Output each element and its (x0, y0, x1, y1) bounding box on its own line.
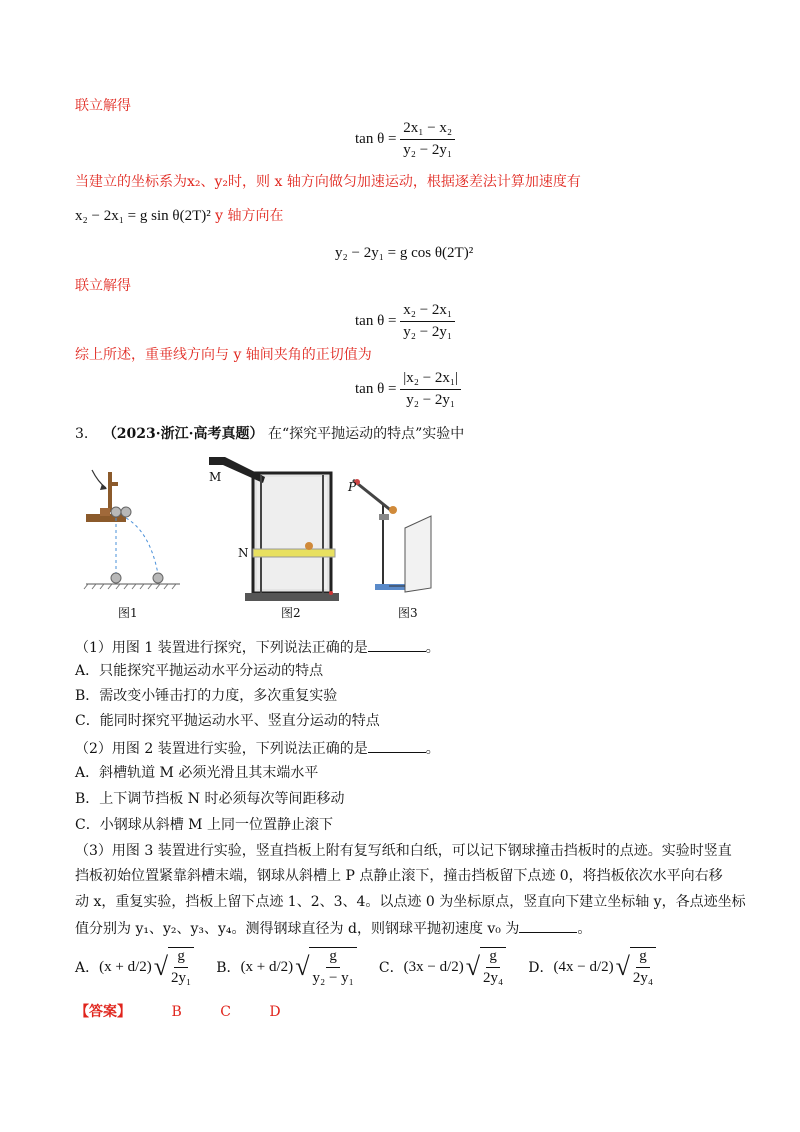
part3-line-4-text: 值分别为 y₁、y₂、y₃、y₄。测得钢球直径为 d，则钢球平抛初速度 v₀ 为 (75, 921, 520, 937)
part3-option-a (75, 947, 194, 987)
option-prefix: (x + d/2) (99, 958, 152, 975)
summary-text: 综上所述，重垂线方向与 y 轴间夹角的正切值为 (75, 347, 372, 363)
numerator: g (636, 948, 650, 968)
numerator: g (486, 948, 500, 968)
denominator: 2y₄ (483, 970, 504, 986)
equation-x-line (75, 206, 284, 226)
numerator: x₂ − 2x₁ (400, 302, 455, 322)
option-prefix: (3x − d/2) (403, 958, 464, 975)
answer-blank (368, 637, 426, 652)
part1-option-c: C．能同时探究平抛运动水平、竖直分运动的特点 (75, 713, 380, 729)
sqrt-icon: √ (615, 952, 630, 981)
part2-prompt-text: （2）用图 2 装置进行实验，下列说法正确的是 (75, 741, 368, 757)
answer-line (75, 1002, 281, 1022)
option-letter: C． (378, 960, 404, 976)
part1-option-a: A．只能探究平抛运动水平分运动的特点 (75, 663, 324, 679)
part1-prompt: （1）用图 1 装置进行探究，下列说法正确的是 。 (75, 637, 440, 658)
part3-line-4: 值分别为 y₁、y₂、y₃、y₄。测得钢球直径为 d，则钢球平抛初速度 v₀ 为 。 (75, 918, 591, 939)
fraction (400, 302, 455, 341)
part3-option-c (379, 947, 506, 987)
part1-option-b: B．需改变小锤击打的力度，多次重复实验 (75, 688, 338, 704)
denominator: y₂ − 2y₁ (403, 142, 453, 158)
equation-tan-2 (355, 302, 455, 341)
fraction (400, 120, 455, 159)
label-N: N (238, 546, 249, 560)
question-header (75, 424, 464, 444)
option-letter: B． (216, 960, 241, 976)
part3-line-1: （3）用图 3 装置进行实验，竖直挡板上附有复写纸和白纸，可以记下钢球撞击挡板时的点迹。实验时竖直 (75, 843, 732, 859)
figure-3-caption: 图3 (398, 606, 418, 620)
joint-solve-label-1: 联立解得 (75, 98, 131, 114)
equation-lhs: tan θ = (355, 130, 397, 147)
numerator: 2x₁ − x₂ (400, 120, 455, 140)
fraction (168, 947, 194, 987)
fraction (630, 947, 656, 987)
option-prefix: (x + d/2) (240, 958, 294, 975)
answer-part3: D (269, 1004, 281, 1020)
equation-y: y₂ − 2y₁ = g cos θ(2T)² (335, 245, 474, 261)
figure-2-apparatus (205, 455, 355, 605)
figure-2-caption: 图2 (281, 606, 301, 620)
y-axis-direction-text: y 轴方向在 (215, 208, 284, 224)
part1-prompt-text: （1）用图 1 装置进行探究，下列说法正确的是 (75, 640, 368, 656)
fraction (309, 947, 356, 987)
denominator: 2y₄ (632, 970, 654, 986)
part2-option-a: A．斜槽轨道 M 必须光滑且其末端水平 (75, 765, 319, 781)
sqrt-icon: √ (153, 952, 169, 981)
label-M: M (209, 470, 222, 484)
answer-part1: B (171, 1004, 182, 1020)
part3-options (75, 947, 656, 987)
fraction (400, 370, 461, 409)
denominator: y₂ − 2y₁ (406, 392, 456, 408)
figure-1-apparatus (80, 462, 190, 592)
denominator: y₂ − 2y₁ (403, 324, 453, 340)
label-P: P (348, 480, 357, 494)
answer-blank (519, 918, 577, 933)
denominator: y₂ − y₁ (312, 970, 354, 986)
option-letter: D． (528, 960, 554, 976)
equation-tan-3 (355, 370, 461, 409)
answer-label: 【答案】 (75, 1004, 131, 1020)
part2-option-b: B．上下调节挡板 N 时必须每次等间距移动 (75, 791, 345, 807)
sqrt-icon: √ (465, 952, 481, 981)
part3-option-b (216, 947, 357, 987)
figure-1-caption: 图1 (118, 606, 138, 620)
equation-x: x₂ − 2x₁ = g sin θ(2T)² (75, 208, 211, 224)
part2-prompt: （2）用图 2 装置进行实验，下列说法正确的是 。 (75, 738, 440, 759)
numerator: g (174, 948, 188, 968)
numerator: |x₂ − 2x₁| (400, 370, 461, 390)
part2-option-c: C．小钢球从斜槽 M 上同一位置静止滚下 (75, 817, 333, 833)
equation-lhs: tan θ = (355, 380, 397, 397)
option-prefix: (4x − d/2) (553, 958, 614, 975)
part3-option-d (528, 947, 656, 987)
answer-part2: C (220, 1004, 231, 1020)
equation-tan-1 (355, 120, 455, 159)
numerator: g (326, 948, 340, 968)
part3-line-3: 动 x，重复实验，挡板上留下点迹 1、2、3、4。以点迹 0 为坐标原点，竖直向下建立坐标轴 y，各点迹坐标 (75, 894, 746, 910)
part3-line-2: 挡板初始位置紧靠斜槽末端，钢球从斜槽上 P 点静止滚下，撞击挡板留下点迹 0，将挡板依次水平向右移 (75, 868, 723, 884)
option-letter: A． (75, 960, 100, 976)
joint-solve-label-2: 联立解得 (75, 278, 131, 294)
question-source: （2023·浙江·高考真题） (102, 426, 264, 442)
denominator: 2y₁ (171, 970, 192, 986)
equation-lhs: tan θ = (355, 312, 397, 329)
sqrt-icon: √ (295, 952, 310, 981)
answer-blank (368, 738, 426, 753)
question-stem: 在“探究平抛运动的特点”实验中 (267, 426, 465, 442)
paragraph-coordinate-system: 当建立的坐标系为x₂、y₂时，则 x 轴方向做匀加速运动，根据逐差法计算加速度有 (75, 174, 581, 190)
fraction (480, 947, 506, 987)
figure-3-apparatus (345, 468, 445, 598)
question-number: 3. (75, 426, 89, 442)
